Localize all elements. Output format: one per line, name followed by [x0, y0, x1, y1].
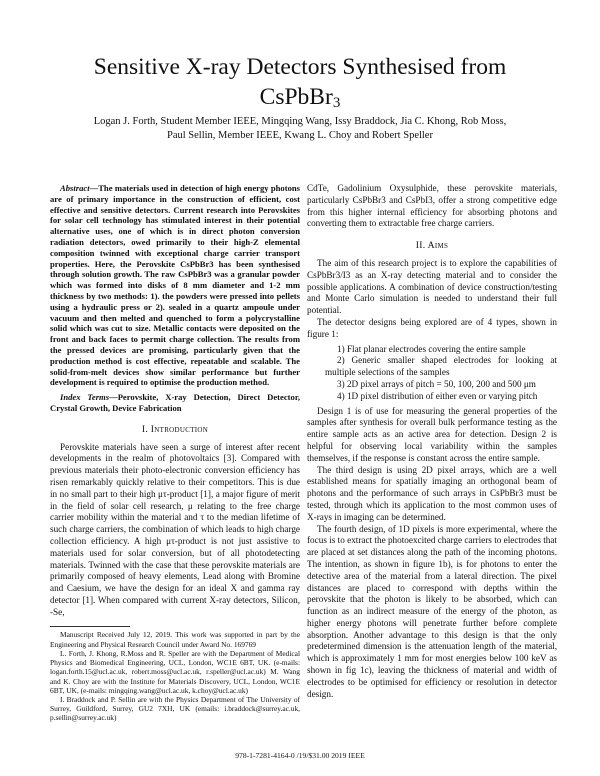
authors-line-1: Logan J. Forth, Student Member IEEE, Mingqing Wang, Issy Braddock, Jia C. Khong, Rob Moss,: [93, 116, 507, 127]
left-column: [50, 183, 300, 723]
index-terms-lead: Index Terms: [60, 392, 110, 403]
title-line-1: Sensitive X-ray Detectors Synthesised from: [93, 54, 507, 80]
abstract: [50, 183, 300, 388]
abstract-text: —The materials used in detection of high energy photons are of primary importance in the construction of efficient, cost effective and sensitive detectors. Current research into Perovskites for solar cell technology has stimulated interest in their potential alternative uses, one of which is in direct photon conversion radiation detectors, owed primarily to their high-Z elemental composition twinned with exceptional charge carrier transport properties. Here, the Perovskite CsPbBr3 has been synthesised through solution growth. The raw CsPbBr3 was a granular powder which was formed into disks of 8 mm diameter and 1-2 mm thickness by two methods: 1). the powders were pressed into pellets using a hydraulic press or 2). sealed in a quartz ampoule under vacuum and then melted and quenched to form a polycrystalline solid which was cut to size. Metallic contacts were deposited on the front and back faces to permit charge collection. The results from the pressed devices are promising, particularly given that the production method is cost effective, repeatable and scalable. The solid-from-melt devices show similar performance but further development is required to optimise the production method.: [50, 183, 300, 388]
author-list: [40, 115, 560, 143]
introduction-continuation: CdTe, Gadolinium Oxysulphide, these perovskite materials, particularly CsPbBr3 and CsPbI3, offer a strong competitive edge from this higher internal efficiency for absorbing photons and converting them to extractable free charge carriers.: [307, 183, 557, 229]
paper-title: [40, 52, 560, 112]
authors-line-2: Paul Sellin, Member IEEE, Kwang L. Choy and Robert Speller: [167, 130, 433, 141]
section-heading-introduction: I. Introduction: [141, 423, 209, 435]
footnote-affiliations-ucl: L. Forth, J. Khong, R.Moss and R. Speller are with the Department of Medical Physics and Biomedical Engineering, UCL, London, WC1E 6BT, UK. (e-mails: logan.forth.15@ucl.ac.uk, robert.moss@ucl.ac.uk, r.speller@ucl.ac.uk) M. Wang and K. Choy are with the Institute for Materials Discovery, UCL, London, WC1E 6BT, UK, (e-mails: mingqing.wang@ucl.ac.uk, k.choy@ucl.ac.uk): [50, 648, 300, 695]
copyright-footer: 978-1-7281-4164-0 /19/$31.00 2019 IEEE: [235, 751, 365, 760]
section-heading-aims: II. Aims: [415, 240, 449, 252]
footnote-divider: [50, 626, 130, 627]
list-item: 3) 2D pixel arrays of pitch = 50, 100, 200 and 500 μm: [337, 378, 536, 389]
aims-paragraph-1: The aim of this research project is to explore the capabilities of CsPbBr3/I3 as an X-ray detecting material and to consider the possible applications. A combination of device construction/testing and Monte Carlo simulation is needed to understand their full potential.: [307, 257, 557, 316]
title-subscript: 3: [332, 95, 341, 111]
design-3-paragraph: The third design is using 2D pixel arrays, which are a well established means for spatially imaging an orthogonal beam of photons and the performance of such arrays in CsPbBr3 must be tested, through which its application to the most common uses of X-rays in imaging can be determined.: [307, 464, 557, 522]
index-terms: [50, 392, 300, 414]
list-item: 2) Generic smaller shaped electrodes for looking at multiple selections of the samples: [325, 355, 557, 378]
aims-paragraph-2: The detector designs being explored are of 4 types, shown in figure 1:: [307, 316, 557, 339]
abstract-lead: Abstract: [60, 183, 90, 193]
title-line-2: CsPbBr: [259, 84, 333, 110]
footnote-manuscript: Manuscript Received July 12, 2019. This work was supported in part by the Engineering and Physical Research Council under Award No. 169769: [50, 630, 300, 649]
design-1-paragraph: Design 1 is of use for measuring the general properties of the samples after synthesis for overall bulk performance testing as the entire sample acts as an active area for detection. Design 2 is helpful for observing local variability within the samples themselves, if the response is constant across the entire sample.: [307, 405, 557, 463]
introduction-paragraph: Perovskite materials have seen a surge of interest after recent developments in the realm of photovoltaics [3]. Compared with previous materials their photo-electronic conversion efficiency has risen remarkably quickly relative to their competitors. This is due in no small part to their high μτ-product [1], a major figure of merit in the field of solar cell research, μ relating to the free charge carrier mobility within the material and τ to the median lifetime of such charge carriers, the combination of which leads to high charge collection efficiency. A high μτ-product is not just assistive to materials used for solar conversion, but of all photodetecting materials. Twinned with the case that these perovskite materials are primarily composed of heavy elements, Lead along with Bromine and Caesium, we have the design for an ideal X and gamma ray detector [1]. When compared with current X-ray detectors, Silicon, -Se,: [50, 441, 300, 617]
list-item: 4) 1D pixel distribution of either even or varying pitch: [337, 390, 538, 401]
index-terms-text: —Perovskite, X-ray Detection, Direct Detector, Crystal Growth, Device Fabrication: [50, 392, 301, 413]
design-list: [307, 344, 557, 403]
design-4-paragraph: The fourth design, of 1D pixels is more experimental, where the focus is to extract the photoexcited charge carriers to electrodes that are placed at set distances along the path of the incoming photons. The intention, as shown in figure 1b), is for photons to enter the detective area of the material from a lateral direction. The pixel distances are placed to correspond with depths within the perovskite that the photon is likely to be absorbed, which can function as an indirect measure of the energy of the photon, as higher energy photons will penetrate further before complete absorption. Another advantage to this design is that the only predetermined dimension is the attenuation length of the material, which is approximately 1 mm for most energies below 100 keV as shown in fig 1c), leaving the thickness of material and width of electrodes to be optimised for efficiency or resolution in detector design.: [307, 523, 557, 699]
right-column: [307, 183, 557, 700]
footnote-affiliations-surrey: I. Braddock and P. Sellin are with the Physics Department of The University of Surrey, Guildford, Surrey, GU2 7XH, UK (emails: i.braddock@surrey.ac.uk, p.sellin@surrey.ac.uk): [50, 694, 300, 723]
list-item: 1) Flat planar electrodes covering the entire sample: [337, 343, 526, 354]
